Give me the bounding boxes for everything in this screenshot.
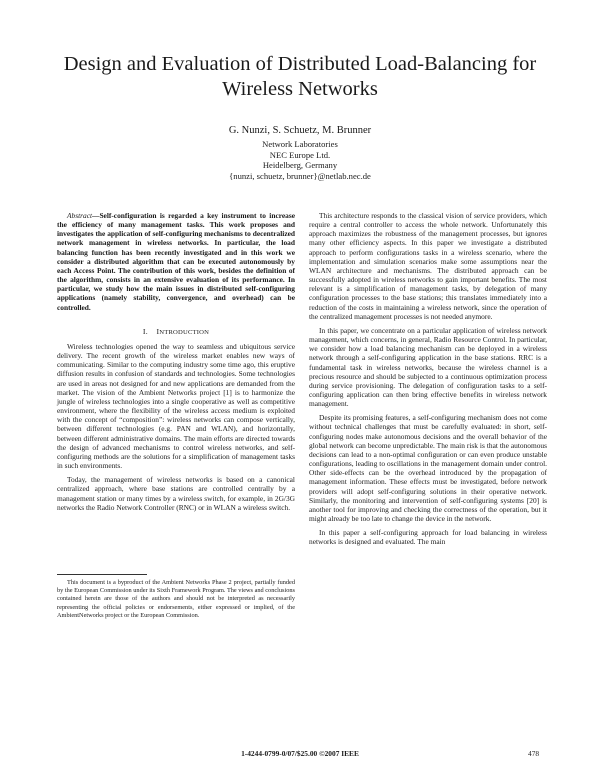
affiliation-org: Network Laboratories <box>262 139 338 149</box>
section-heading <box>57 327 295 338</box>
footnote-rule <box>57 574 147 575</box>
footnote <box>57 579 295 620</box>
abstract-lead: Abstract <box>67 211 93 220</box>
section-number: I. <box>142 327 148 336</box>
affiliation <box>40 139 560 181</box>
footnote-text: This document is a byproduct of the Ambient Networks Phase 2 project, partially funded by the European Commission under its Sixth Framework Program. The views and conclusions contained herein are those of the authors and should not be interpreted as necessarily representing the official policies or endorsements, either expressed or implied, of the AmbientNetworks project or the European Commission. <box>57 579 295 619</box>
left-column <box>57 342 295 512</box>
abstract <box>57 211 295 312</box>
paper-title: Design and Evaluation of Distributed Load-Balancing for Wireless Networks <box>63 53 537 100</box>
paragraph: In this paper a self-configuring approach for load balancing in wireless networks is designed and evaluated. The main <box>309 528 547 547</box>
abstract-text: —Self-configuration is regarded a key instrument to increase the efficiency of many management tasks. This work proposes and investigates the application of self-configuring mechanisms to decentralized network management in wireless networks. In particular, the load balancing function has been recently investigated and in this work we consider a distributed algorithm that can be executed autonomously by each Access Point. The contribution of this work, besides the definition of the algorithm, consists in an extensive evaluation of its performance. In particular, we study how the main issues in distributed self-configuring applications (namely stability, convergence, and overhead) can be controlled. <box>57 211 295 312</box>
paragraph: This architecture responds to the classical vision of service providers, which require a central controller to access the whole network. Unfortunately this approach maximizes the robustness of the management processes, but ignores many other efficiency aspects. In this paper we investigate a distributed approach to perform configurations tasks in a wireless scenario, where the implementation and simulation scenarios make some assumptions near the WLAN architecture and mechanisms. The distributed approach can be successfully adopted in wireless networks to gain important benefits. The most relevant is a simplification of management tasks, by delegation of many configuration processes to the base stations; this translates immediately into a reduction of the costs in maintaining a wireless network, since the operation of the centralized management processes is not needed anymore. <box>309 211 547 321</box>
paragraph: Despite its promising features, a self-configuring mechanism does not come without technical challenges that must be carefully evaluated: in short, self-configuring nodes make autonomous decisions and the overall behavior of the global network can become unpredictable. The main risk is that the autonomous decisions can lead to a non-optimal configuration or can even produce unstable configurations, leading to oscillations in the management domain under control. Other side-effects can be the overhead introduced by the propagation of management information. These effects must be investigated, before network providers will adopt self-configuring solutions in their operative network. Similarly, the monitoring and intervention of self-configuring systems [20] is another tool for improving and checking the correctness of the operation, but it might already be too late to change the device in the network. <box>309 413 547 523</box>
page-number: 478 <box>528 749 540 758</box>
affiliation-company: NEC Europe Ltd. <box>269 149 331 160</box>
paragraph: In this paper, we concentrate on a particular application of wireless network management, which concerns, in general, Radio Resource Control. In particular, we consider how a load balancing mechanism can be deployed in a wireless network through a self-configuring application in the base stations. RRC is a fundamental task in wireless networks, because the wireless channel is a precious resource and should be subjected to a continuous optimization process during service provisioning. The delegation of configuration tasks to a self-configuring application can then bring effective benefits in wireless network management. <box>309 325 547 409</box>
copyright-line: 1-4244-0799-0/07/$25.00 ©2007 IEEE <box>241 749 359 758</box>
section-title-rest: NTRODUCTION <box>159 329 210 336</box>
affiliation-city: Heidelberg, Germany <box>262 160 338 170</box>
section-title-initial: I <box>156 327 160 336</box>
affiliation-email: {nunzi, schuetz, brunner}@netlab.nec.de <box>229 170 371 181</box>
authors: G. Nunzi, S. Schuetz, M. Brunner <box>228 125 372 136</box>
right-column <box>309 211 547 546</box>
paragraph: Wireless technologies opened the way to seamless and ubiquitous service delivery. The recent growth of the wireless market enables new ways of communicating. Similar to the computing industry some time ago, this eruptive diffusion results in confusion of standards and technologies. Some technologies are used in areas not designed for and new applications are demanded from the market. The vision of the Ambient Networks project [1] is to harmonize the jungle of wireless technologies into a single cooperative as well as competitive environment, where the flexibility of the wireless access medium is exploited with the concept of “composition”: wireless networks can compose vertically, between different technologies (e.g. PAN and WLAN), and horizontally, between different administrative domains. The main efforts are directed towards the design of advanced mechanisms to control wireless networks, and self-configuring methods are the solutions for a simplification of management tasks in such environments. <box>57 342 295 471</box>
paragraph: Today, the management of wireless networks is based on a canonical centralized approach, where base stations are controlled centrally by a management station or many times by a wireless switch, for example, in 2G/3G networks the Radio Network Controller (RNC) or in WLAN a wireless switch. <box>57 475 295 512</box>
